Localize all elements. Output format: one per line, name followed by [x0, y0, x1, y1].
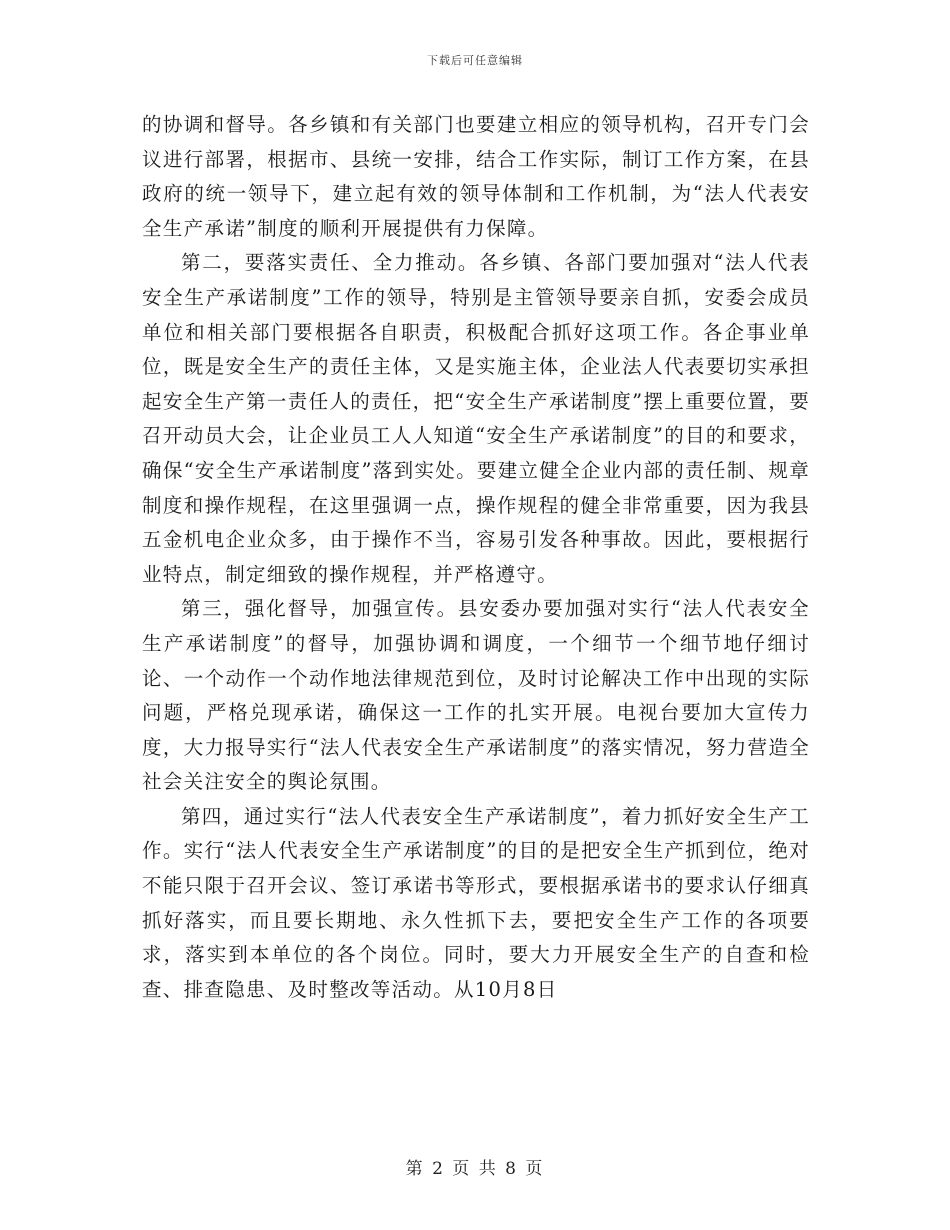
document-body [142, 108, 810, 1007]
paragraph-third: 第三，强化督导，加强宣传。县安委办要加强对实行“法人代表安全生产承诺制度”的督导，加强协调和调度，一个细节一个细节地仔细讨论、一个动作一个动作地法律规范到位，及时讨论解决工作中出现的实际问题，严格兑现承诺，确保这一工作的扎实开展。电视台要加大宣传力度，大力报导实行“法人代表安全生产承诺制度”的落实情况，努力营造全社会关注安全的舆论氛围。 [142, 597, 810, 794]
paragraph-continued: 的协调和督导。各乡镇和有关部门也要建立相应的领导机构，召开专门会议进行部署，根据市、县统一安排，结合工作实际，制订工作方案，在县政府的统一领导下，建立起有效的领导体制和工作机制，为“法人代表安全生产承诺”制度的顺利开展提供有力保障。 [142, 113, 810, 240]
paragraph-fourth: 第四，通过实行“法人代表安全生产承诺制度”，着力抓好安全生产工作。实行“法人代表安全生产承诺制度”的目的是把安全生产抓到位，绝对不能只限于召开会议、签订承诺书等形式，要根据承诺书的要求认仔细真抓好落实，而且要长期地、永久性抓下去，要把安全生产工作的各项要求，落实到本单位的各个岗位。同时，要大力开展安全生产的自查和检查、排查隐患、及时整改等活动。从10月8日 [142, 804, 810, 1001]
page-number: 第 2 页 共 8 页 [405, 1159, 545, 1179]
paragraph-second: 第二，要落实责任、全力推动。各乡镇、各部门要加强对“法人代表安全生产承诺制度”工作的领导，特别是主管领导要亲自抓，安委会成员单位和相关部门要根据各自职责，积极配合抓好这项工作。各企事业单位，既是安全生产的责任主体，又是实施主体，企业法人代表要切实承担起安全生产第一责任人的责任，把“安全生产承诺制度”摆上重要位置，要召开动员大会，让企业员工人人知道“安全生产承诺制度”的目的和要求，确保“安全生产承诺制度”落到实处。要建立健全企业内部的责任制、规章制度和操作规程，在这里强调一点，操作规程的健全非常重要，因为我县五金机电企业众多，由于操作不当，容易引发各种事故。因此，要根据行业特点，制定细致的操作规程，并严格遵守。 [142, 251, 810, 586]
page-header-note: 下载后可任意编辑 [427, 54, 523, 67]
